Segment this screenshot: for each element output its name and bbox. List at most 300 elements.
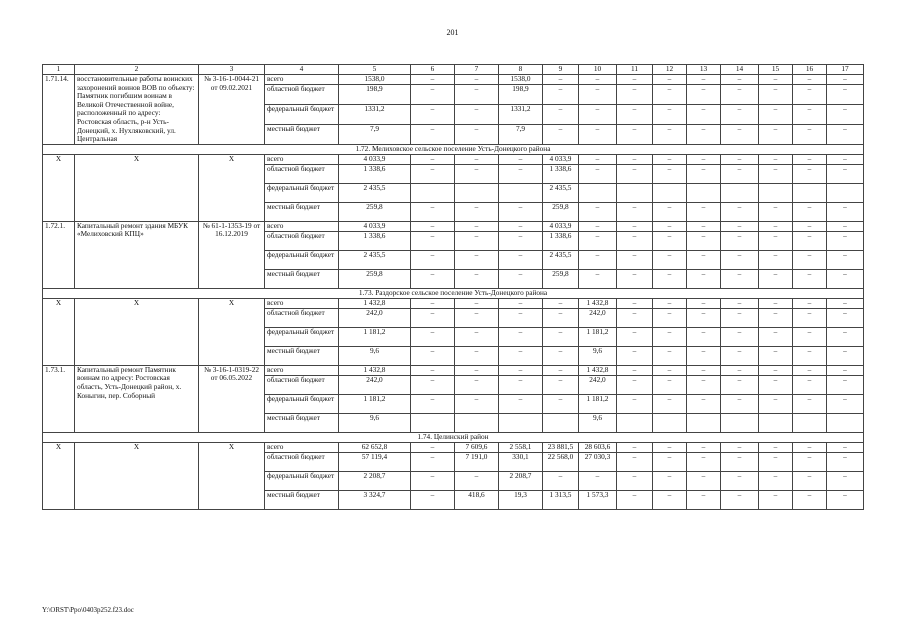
column-number: 5 xyxy=(339,65,411,75)
item-number: 1.73.1. xyxy=(43,365,75,432)
amount-cell: – xyxy=(411,471,455,490)
document-reference: № 3-16-1-0319-22 от 06.05.2022 xyxy=(199,365,265,432)
amount-cell: – xyxy=(827,269,864,288)
amount-cell: – xyxy=(411,308,455,327)
column-number: 8 xyxy=(499,65,543,75)
column-number: 17 xyxy=(827,65,864,75)
amount-cell: – xyxy=(411,346,455,365)
amount-cell: – xyxy=(793,164,827,183)
amount-cell: – xyxy=(827,154,864,164)
column-number: 16 xyxy=(793,65,827,75)
amount-cell: – xyxy=(499,327,543,346)
amount-cell: – xyxy=(827,490,864,509)
column-number: 1 xyxy=(43,65,75,75)
amount-cell xyxy=(455,413,499,432)
amount-cell: – xyxy=(721,250,759,269)
amount-cell: 259,8 xyxy=(339,269,411,288)
funding-source: всего xyxy=(265,221,339,231)
amount-cell: – xyxy=(759,164,793,183)
amount-cell: – xyxy=(617,250,653,269)
funding-source: федеральный бюджет xyxy=(265,183,339,202)
amount-cell: – xyxy=(827,394,864,413)
column-number: 11 xyxy=(617,65,653,75)
column-number: 15 xyxy=(759,65,793,75)
column-number: 4 xyxy=(265,65,339,75)
amount-cell: – xyxy=(721,164,759,183)
amount-cell: – xyxy=(721,327,759,346)
amount-cell: – xyxy=(653,85,687,105)
amount-cell: – xyxy=(721,442,759,452)
amount-cell: 242,0 xyxy=(339,375,411,394)
amount-cell: – xyxy=(793,221,827,231)
column-number: 3 xyxy=(199,65,265,75)
amount-cell: – xyxy=(721,346,759,365)
amount-cell: – xyxy=(687,202,721,221)
amount-cell: – xyxy=(499,365,543,375)
amount-cell: 1 338,6 xyxy=(339,231,411,250)
amount-cell: – xyxy=(499,308,543,327)
amount-cell: – xyxy=(411,490,455,509)
amount-cell: 57 119,4 xyxy=(339,452,411,471)
amount-cell: – xyxy=(411,269,455,288)
funding-source: местный бюджет xyxy=(265,124,339,144)
amount-cell: – xyxy=(759,442,793,452)
section-heading: 1.73. Раздорское сельское поселение Усть-Донецкого района xyxy=(43,288,864,298)
amount-cell: – xyxy=(793,452,827,471)
amount-cell: 242,0 xyxy=(339,308,411,327)
amount-cell: 1538,0 xyxy=(339,75,411,85)
amount-cell: – xyxy=(827,375,864,394)
amount-cell: – xyxy=(793,346,827,365)
amount-cell: – xyxy=(793,85,827,105)
amount-cell: – xyxy=(653,375,687,394)
amount-cell: – xyxy=(653,221,687,231)
amount-cell: – xyxy=(687,471,721,490)
file-path-footer: Y:\ORST\Ppo\0403p252.f23.doc xyxy=(42,606,134,614)
amount-cell: – xyxy=(455,124,499,144)
item-number: 1.71.14. xyxy=(43,75,75,145)
amount-cell: 9,6 xyxy=(579,413,617,432)
amount-cell: – xyxy=(827,346,864,365)
amount-cell: – xyxy=(455,202,499,221)
amount-cell: – xyxy=(827,231,864,250)
amount-cell: – xyxy=(411,250,455,269)
item-name: Х xyxy=(75,442,199,509)
amount-cell: – xyxy=(759,85,793,105)
amount-cell: – xyxy=(653,365,687,375)
amount-cell xyxy=(543,413,579,432)
amount-cell: – xyxy=(687,105,721,125)
amount-cell: – xyxy=(411,85,455,105)
amount-cell: 1 313,5 xyxy=(543,490,579,509)
page-number: 201 xyxy=(446,28,459,37)
amount-cell: – xyxy=(411,231,455,250)
funding-source: всего xyxy=(265,154,339,164)
amount-cell: – xyxy=(721,85,759,105)
amount-cell: – xyxy=(687,85,721,105)
amount-cell xyxy=(759,413,793,432)
document-reference: № 3-16-1-0044-21 от 09.02.2021 xyxy=(199,75,265,145)
amount-cell: – xyxy=(455,471,499,490)
amount-cell: – xyxy=(653,346,687,365)
funding-source: местный бюджет xyxy=(265,269,339,288)
amount-cell: – xyxy=(793,308,827,327)
table-row xyxy=(43,75,864,85)
amount-cell: – xyxy=(617,269,653,288)
amount-cell: 4 033,9 xyxy=(543,221,579,231)
funding-source: местный бюджет xyxy=(265,490,339,509)
amount-cell: – xyxy=(759,327,793,346)
amount-cell: – xyxy=(827,105,864,125)
amount-cell: 1 432,8 xyxy=(339,298,411,308)
amount-cell: – xyxy=(759,154,793,164)
amount-cell: – xyxy=(455,75,499,85)
amount-cell: – xyxy=(827,164,864,183)
amount-cell: – xyxy=(721,471,759,490)
amount-cell: 7 191,0 xyxy=(455,452,499,471)
column-number: 2 xyxy=(75,65,199,75)
amount-cell: – xyxy=(411,154,455,164)
amount-cell: – xyxy=(617,471,653,490)
amount-cell: – xyxy=(793,490,827,509)
amount-cell: – xyxy=(617,394,653,413)
section-heading: 1.72. Мелиховское сельское поселение Усть-Донецкого района xyxy=(43,144,864,154)
amount-cell: – xyxy=(687,298,721,308)
amount-cell: 1 181,2 xyxy=(339,394,411,413)
amount-cell: 7,9 xyxy=(499,124,543,144)
amount-cell: – xyxy=(687,452,721,471)
table-row xyxy=(43,154,864,164)
amount-cell: 1 432,8 xyxy=(339,365,411,375)
amount-cell: – xyxy=(759,365,793,375)
item-number: Х xyxy=(43,442,75,509)
budget-table xyxy=(42,64,864,510)
amount-cell xyxy=(617,183,653,202)
amount-cell: 242,0 xyxy=(579,375,617,394)
amount-cell: – xyxy=(687,269,721,288)
funding-source: федеральный бюджет xyxy=(265,394,339,413)
amount-cell: – xyxy=(579,221,617,231)
amount-cell: – xyxy=(827,298,864,308)
amount-cell: – xyxy=(543,124,579,144)
amount-cell: – xyxy=(759,124,793,144)
amount-cell: – xyxy=(579,124,617,144)
amount-cell: – xyxy=(827,124,864,144)
amount-cell: – xyxy=(687,75,721,85)
amount-cell: – xyxy=(721,231,759,250)
amount-cell: – xyxy=(827,327,864,346)
amount-cell: – xyxy=(793,105,827,125)
table-row xyxy=(43,442,864,452)
item-number: Х xyxy=(43,154,75,221)
item-number: 1.72.1. xyxy=(43,221,75,288)
amount-cell: – xyxy=(499,269,543,288)
amount-cell: – xyxy=(455,269,499,288)
amount-cell: – xyxy=(793,442,827,452)
amount-cell: – xyxy=(579,231,617,250)
amount-cell: – xyxy=(579,85,617,105)
amount-cell: 2 435,5 xyxy=(339,250,411,269)
amount-cell: – xyxy=(687,365,721,375)
amount-cell: – xyxy=(759,221,793,231)
amount-cell: – xyxy=(759,298,793,308)
amount-cell: – xyxy=(759,202,793,221)
amount-cell: – xyxy=(759,105,793,125)
amount-cell: – xyxy=(793,202,827,221)
amount-cell: – xyxy=(455,298,499,308)
amount-cell: – xyxy=(411,394,455,413)
amount-cell: – xyxy=(411,365,455,375)
amount-cell: 22 568,0 xyxy=(543,452,579,471)
funding-source: всего xyxy=(265,365,339,375)
amount-cell: – xyxy=(721,308,759,327)
amount-cell: 3 324,7 xyxy=(339,490,411,509)
amount-cell: 9,6 xyxy=(339,346,411,365)
amount-cell xyxy=(793,413,827,432)
amount-cell: – xyxy=(653,394,687,413)
amount-cell: – xyxy=(411,442,455,452)
amount-cell: – xyxy=(653,231,687,250)
amount-cell: – xyxy=(455,154,499,164)
amount-cell: – xyxy=(653,250,687,269)
amount-cell xyxy=(617,413,653,432)
section-heading: 1.74. Целинский район xyxy=(43,432,864,442)
amount-cell: – xyxy=(499,394,543,413)
amount-cell: – xyxy=(499,250,543,269)
amount-cell: – xyxy=(827,471,864,490)
amount-cell: – xyxy=(543,85,579,105)
amount-cell: – xyxy=(543,105,579,125)
amount-cell: – xyxy=(653,490,687,509)
amount-cell: – xyxy=(543,471,579,490)
amount-cell: 28 603,6 xyxy=(579,442,617,452)
funding-source: областной бюджет xyxy=(265,452,339,471)
amount-cell: – xyxy=(579,250,617,269)
amount-cell: 62 652,8 xyxy=(339,442,411,452)
amount-cell: – xyxy=(499,298,543,308)
amount-cell: – xyxy=(411,202,455,221)
amount-cell: – xyxy=(543,346,579,365)
amount-cell: – xyxy=(687,221,721,231)
amount-cell xyxy=(721,413,759,432)
amount-cell: – xyxy=(579,164,617,183)
funding-source: федеральный бюджет xyxy=(265,327,339,346)
amount-cell: – xyxy=(653,327,687,346)
document-reference: Х xyxy=(199,154,265,221)
amount-cell: – xyxy=(617,327,653,346)
amount-cell: 2 435,5 xyxy=(339,183,411,202)
amount-cell: – xyxy=(499,221,543,231)
amount-cell xyxy=(411,183,455,202)
item-number: Х xyxy=(43,298,75,365)
amount-cell: – xyxy=(827,250,864,269)
amount-cell: – xyxy=(687,250,721,269)
column-number-row xyxy=(43,65,864,75)
amount-cell: – xyxy=(827,442,864,452)
amount-cell: – xyxy=(827,308,864,327)
amount-cell: 1 432,8 xyxy=(579,298,617,308)
amount-cell xyxy=(499,413,543,432)
amount-cell: 1 181,2 xyxy=(579,394,617,413)
amount-cell: – xyxy=(411,327,455,346)
amount-cell: 1538,0 xyxy=(499,75,543,85)
amount-cell: – xyxy=(653,154,687,164)
amount-cell: – xyxy=(411,221,455,231)
amount-cell: 7,9 xyxy=(339,124,411,144)
section-heading-row xyxy=(43,432,864,442)
amount-cell xyxy=(687,413,721,432)
amount-cell: 2 435,5 xyxy=(543,250,579,269)
amount-cell: – xyxy=(455,164,499,183)
amount-cell xyxy=(455,183,499,202)
amount-cell: – xyxy=(455,85,499,105)
amount-cell: – xyxy=(793,154,827,164)
amount-cell: – xyxy=(617,298,653,308)
column-number: 14 xyxy=(721,65,759,75)
table-row xyxy=(43,298,864,308)
item-name: Капитальный ремонт здания МБУК «Мелиховский КПЦ» xyxy=(75,221,199,288)
amount-cell: 9,6 xyxy=(339,413,411,432)
amount-cell: – xyxy=(543,327,579,346)
amount-cell: – xyxy=(617,75,653,85)
amount-cell: – xyxy=(687,164,721,183)
amount-cell: – xyxy=(617,490,653,509)
amount-cell: – xyxy=(827,221,864,231)
table-row xyxy=(43,221,864,231)
amount-cell: – xyxy=(499,375,543,394)
amount-cell: – xyxy=(617,346,653,365)
funding-source: местный бюджет xyxy=(265,202,339,221)
amount-cell: – xyxy=(827,365,864,375)
amount-cell: – xyxy=(687,394,721,413)
amount-cell: 2 435,5 xyxy=(543,183,579,202)
amount-cell: – xyxy=(455,346,499,365)
amount-cell: – xyxy=(499,164,543,183)
amount-cell: 1 181,2 xyxy=(579,327,617,346)
amount-cell: 198,9 xyxy=(339,85,411,105)
amount-cell: – xyxy=(455,105,499,125)
amount-cell: 330,1 xyxy=(499,452,543,471)
amount-cell: – xyxy=(617,365,653,375)
amount-cell: – xyxy=(653,269,687,288)
amount-cell: – xyxy=(543,298,579,308)
amount-cell: – xyxy=(653,164,687,183)
amount-cell: – xyxy=(543,308,579,327)
amount-cell: – xyxy=(827,452,864,471)
funding-source: федеральный бюджет xyxy=(265,105,339,125)
item-name: Х xyxy=(75,154,199,221)
amount-cell: 198,9 xyxy=(499,85,543,105)
amount-cell xyxy=(827,183,864,202)
amount-cell: 9,6 xyxy=(579,346,617,365)
column-number: 9 xyxy=(543,65,579,75)
funding-source: областной бюджет xyxy=(265,231,339,250)
amount-cell: – xyxy=(793,394,827,413)
amount-cell: – xyxy=(653,75,687,85)
amount-cell: 1 181,2 xyxy=(339,327,411,346)
amount-cell: 4 033,9 xyxy=(543,154,579,164)
amount-cell: – xyxy=(793,269,827,288)
amount-cell: – xyxy=(617,375,653,394)
funding-source: областной бюджет xyxy=(265,85,339,105)
amount-cell: – xyxy=(793,250,827,269)
amount-cell: – xyxy=(759,375,793,394)
column-number: 12 xyxy=(653,65,687,75)
amount-cell: – xyxy=(499,154,543,164)
amount-cell: – xyxy=(687,231,721,250)
amount-cell: 2 558,1 xyxy=(499,442,543,452)
amount-cell: – xyxy=(411,375,455,394)
amount-cell: – xyxy=(687,154,721,164)
funding-source: федеральный бюджет xyxy=(265,471,339,490)
amount-cell xyxy=(759,183,793,202)
amount-cell: – xyxy=(653,124,687,144)
funding-source: областной бюджет xyxy=(265,308,339,327)
funding-source: областной бюджет xyxy=(265,164,339,183)
table-row xyxy=(43,365,864,375)
amount-cell: – xyxy=(721,202,759,221)
column-number: 13 xyxy=(687,65,721,75)
amount-cell: – xyxy=(617,105,653,125)
amount-cell xyxy=(827,413,864,432)
amount-cell: – xyxy=(411,164,455,183)
amount-cell: – xyxy=(543,365,579,375)
amount-cell: – xyxy=(411,452,455,471)
amount-cell: – xyxy=(793,365,827,375)
amount-cell: – xyxy=(721,452,759,471)
amount-cell: – xyxy=(579,75,617,85)
amount-cell: – xyxy=(617,442,653,452)
item-name: Капитальный ремонт Памятник воинам по адресу: Ростовская область, Усть-Донецкий район, х. Коныгин, пер. Соборный xyxy=(75,365,199,432)
amount-cell: – xyxy=(759,75,793,85)
amount-cell: – xyxy=(721,365,759,375)
amount-cell: – xyxy=(411,298,455,308)
amount-cell: – xyxy=(759,346,793,365)
amount-cell: 4 033,9 xyxy=(339,154,411,164)
amount-cell: – xyxy=(721,298,759,308)
amount-cell xyxy=(579,183,617,202)
amount-cell: – xyxy=(455,375,499,394)
amount-cell: – xyxy=(653,442,687,452)
amount-cell: – xyxy=(579,105,617,125)
column-number: 6 xyxy=(411,65,455,75)
amount-cell: – xyxy=(579,269,617,288)
amount-cell: 259,8 xyxy=(543,269,579,288)
amount-cell: – xyxy=(653,105,687,125)
funding-source: всего xyxy=(265,75,339,85)
amount-cell: – xyxy=(543,375,579,394)
funding-source: всего xyxy=(265,442,339,452)
amount-cell: – xyxy=(759,452,793,471)
amount-cell: – xyxy=(455,327,499,346)
amount-cell: – xyxy=(617,154,653,164)
amount-cell: – xyxy=(721,394,759,413)
amount-cell: 1 573,3 xyxy=(579,490,617,509)
amount-cell: – xyxy=(543,394,579,413)
amount-cell: – xyxy=(687,327,721,346)
amount-cell xyxy=(687,183,721,202)
amount-cell: – xyxy=(759,308,793,327)
amount-cell: – xyxy=(759,269,793,288)
amount-cell: – xyxy=(499,231,543,250)
amount-cell: 7 609,6 xyxy=(455,442,499,452)
document-reference: Х xyxy=(199,442,265,509)
amount-cell: – xyxy=(721,375,759,394)
amount-cell xyxy=(653,413,687,432)
amount-cell: – xyxy=(455,308,499,327)
amount-cell: – xyxy=(687,490,721,509)
amount-cell xyxy=(411,413,455,432)
